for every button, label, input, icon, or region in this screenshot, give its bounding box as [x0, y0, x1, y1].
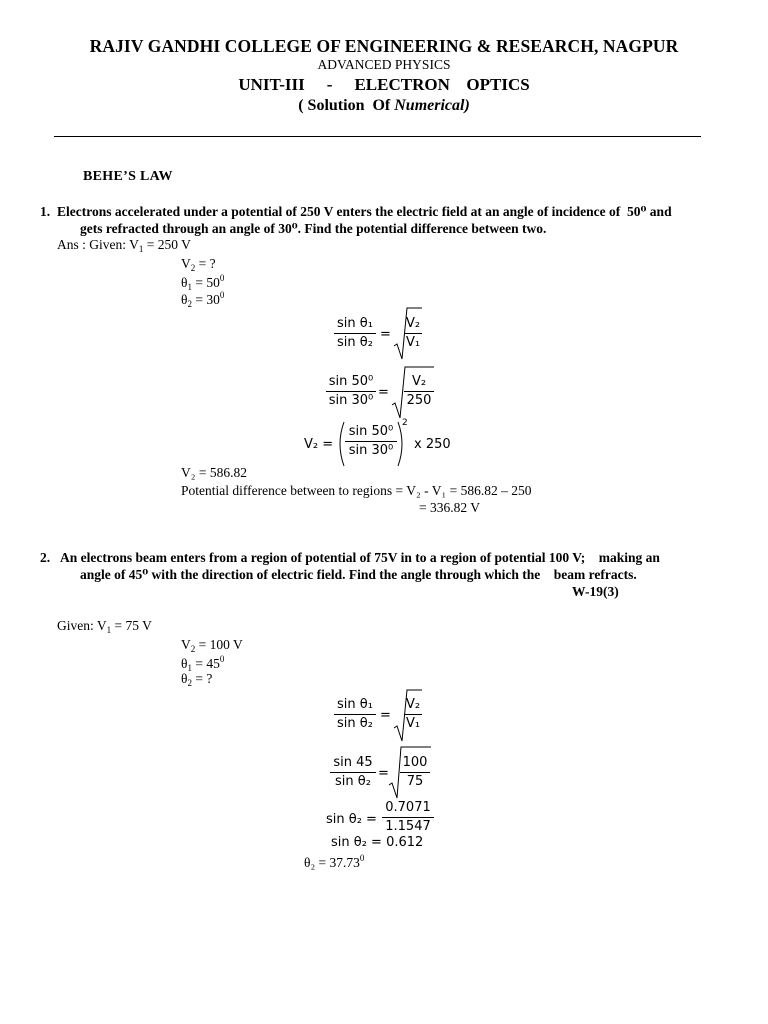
q2-given-sub: 1 [106, 625, 112, 635]
q1-text-line1: Electrons accelerated under a potential of 250 V enters the electric field at an angle of incidence of 50⁰ and [57, 204, 672, 219]
q1-eq1-equals: = [380, 327, 391, 342]
solution-subtitle [0, 97, 768, 115]
q2-eq1-den: sin θ₂ [337, 716, 373, 731]
q2-given-v2 [181, 637, 243, 654]
q2-g0-val: = 100 V [195, 637, 243, 652]
q2-eq2-75: 75 [406, 774, 424, 789]
q2-g2-val: = ? [191, 671, 213, 686]
q1-g0-val: = ? [195, 256, 216, 271]
q1-eq3-den: sin 30⁰ [348, 443, 394, 458]
q1-eq3-num: sin 50⁰ [348, 424, 394, 439]
q1-eq1-num: sin θ₁ [337, 316, 373, 331]
q1-g0-sub: 2 [190, 263, 196, 273]
unit-number: UNIT-III [238, 75, 305, 94]
q2-angle-sup: 0 [359, 853, 365, 863]
q1-eq2-v2: V₂ [411, 374, 427, 389]
q2-g0-sub: 2 [190, 644, 196, 654]
q2-eq1-equals: = [380, 708, 391, 723]
q2-g1-sym: θ [181, 656, 188, 671]
q1-g1-sup: 0 [219, 273, 225, 283]
q1-eq2-den: sin 30⁰ [328, 393, 374, 408]
q2-eq1-num: sin θ₁ [337, 697, 373, 712]
q2-eq1-lhs [334, 697, 376, 731]
unit-title [0, 75, 768, 95]
q2-angle-value: θ₂ = 37.73 [304, 855, 360, 870]
q2-eq1-rhs [404, 697, 422, 731]
subject-name: ADVANCED PHYSICS [317, 57, 451, 72]
q2-eq3-frac [382, 800, 434, 834]
q2-text-line2: angle of 45⁰ with the direction of electric field. Find the angle through which the beam refracts. [80, 567, 637, 582]
q2-eq2-lhs [330, 755, 376, 789]
q2-eq3-den: 1.1547 [385, 819, 431, 834]
q1-number: 1. [40, 204, 51, 219]
college-name: RAJIV GANDHI COLLEGE OF ENGINEERING & RESEARCH, NAGPUR [89, 36, 679, 56]
q1-eq2-250: 250 [406, 393, 432, 408]
q2-g0-sym: V [181, 637, 191, 652]
q1-g2-sup: 0 [219, 290, 225, 300]
q2-given-prefix: Given: V [57, 618, 107, 633]
q1-answer-given [57, 237, 191, 254]
q1-eq2-lhs [326, 374, 376, 408]
q1-g0-sym: V [181, 256, 191, 271]
q1-g2-sub: 2 [187, 299, 192, 309]
q1-g2-sym: θ [181, 292, 188, 307]
q2-eq2-100: 100 [402, 755, 428, 770]
q1-pd-value: = 336.82 V [419, 500, 480, 515]
q2-eq1-v2: V₂ [405, 697, 421, 712]
q2-angle-result [304, 853, 364, 871]
q1-eq3-times: x 250 [414, 437, 451, 452]
q2-g1-sub: 1 [187, 663, 192, 673]
unit-dash: - [326, 75, 333, 94]
q1-eq1-v2: V₂ [405, 316, 421, 331]
q2-number: 2. [40, 550, 51, 565]
q1-eq2-rhs [404, 374, 434, 408]
q2-eq3-lhs: sin θ₂ = [326, 812, 377, 827]
q1-eq3-v2: V₂ = [304, 437, 334, 452]
q2-g1-val: = 45 [191, 656, 220, 671]
q2-given [57, 618, 152, 635]
q1-result: V₂ = 586.82 [181, 465, 247, 480]
q1-g1-sym: θ [181, 275, 188, 290]
q1-eq1-den: sin θ₂ [337, 335, 373, 350]
q1-eq2-num: sin 50⁰ [328, 374, 374, 389]
solution-prefix: ( Solution Of [298, 97, 395, 114]
q1-pd-line: Potential difference between to regions = V₂ - V₁ = 586.82 – 250 [181, 483, 532, 498]
q2-eq2-equals: = [378, 766, 389, 781]
q1-eq1-rhs [404, 316, 422, 350]
q2-given-value: = 75 V [111, 618, 152, 633]
q2-g2-sub: 2 [187, 678, 192, 688]
q2-eq2-num: sin 45 [333, 755, 373, 770]
q1-ans-sub: 1 [138, 244, 144, 254]
q2-reference: W-19(3) [572, 584, 619, 599]
q1-given-v2 [181, 256, 216, 273]
q2-sin-result: sin θ₂ = 0.612 [331, 835, 424, 850]
section-title: BEHE’S LAW [83, 169, 173, 184]
q1-eq2-equals: = [378, 385, 389, 400]
q2-g2-sym: θ [181, 671, 188, 686]
q2-g1-sup: 0 [219, 654, 225, 664]
q1-g2-val: = 30 [191, 292, 220, 307]
q1-eq3-frac [345, 424, 397, 458]
q2-given-theta2 [181, 671, 212, 688]
q1-given-theta2 [181, 290, 224, 309]
q2-eq3-num: 0.7071 [385, 800, 431, 815]
q1-text-line2: gets refracted through an angle of 30⁰. Find the potential difference between two. [80, 221, 547, 236]
q1-ans-value: = 250 V [143, 237, 191, 252]
unit-topic: ELECTRON OPTICS [354, 75, 530, 94]
q1-g1-val: = 50 [191, 275, 220, 290]
q2-eq2-den: sin θ₂ [335, 774, 371, 789]
q1-ans-prefix: Ans : Given: V [57, 237, 139, 252]
q2-eq2-rhs [400, 755, 430, 789]
q1-eq1-lhs [334, 316, 376, 350]
q2-text-line1: An electrons beam enters from a region of potential of 75V in to a region of potential 100 V; making an [60, 550, 660, 565]
q1-g1-sub: 1 [187, 282, 192, 292]
q1-eq1-v1: V₁ [405, 335, 421, 350]
solution-italic: Numerical) [394, 97, 470, 114]
q2-eq1-v1: V₁ [405, 716, 421, 731]
header-divider [54, 136, 701, 137]
q1-eq3-square: 2 [402, 418, 408, 428]
